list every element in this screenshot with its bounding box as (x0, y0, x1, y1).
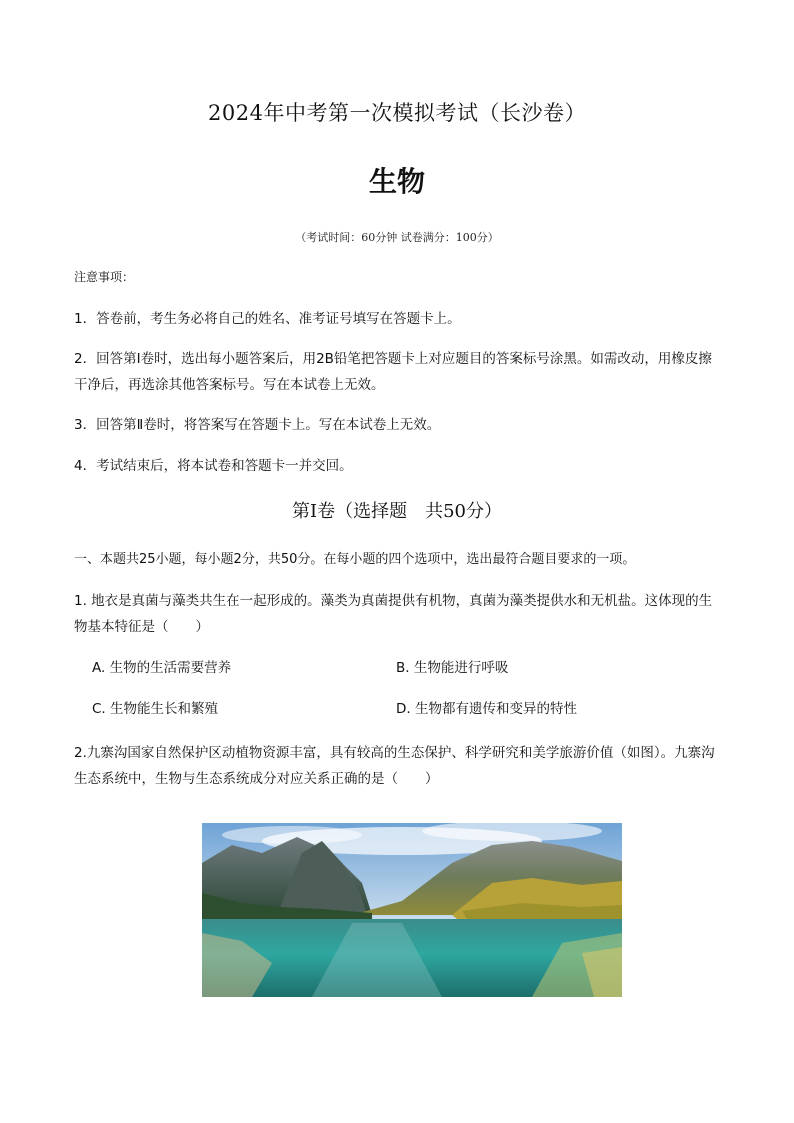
notice-heading: 注意事项： (74, 270, 135, 284)
notice-item-1: 1．答卷前，考生务必将自己的姓名、准考证号填写在答题卡上。 (74, 311, 461, 327)
exam-meta: （考试时间：60分钟 试卷满分：100分） (295, 231, 499, 244)
notice-item-3: 3．回答第Ⅱ卷时，将答案写在答题卡上。写在本试卷上无效。 (74, 417, 441, 433)
exam-subject: 生物 (368, 165, 425, 198)
jiuzhaigou-lake-photo (202, 823, 622, 997)
section-title: 第Ⅰ卷（选择题 共50分） (291, 501, 502, 522)
question-1-option-c: C. 生物能生长和繁殖 (92, 701, 219, 717)
exam-title: 2024年中考第一次模拟考试（长沙卷） (208, 101, 586, 125)
notice-item-2: 2．回答第Ⅰ卷时，选出每小题答案后，用2B铅笔把答题卡上对应题目的答案标号涂黑。如需改动，用橡皮擦干净后，再选涂其他答案标号。写在本试卷上无效。 (74, 351, 712, 393)
question-2-stem: 2.九寨沟国家自然保护区动植物资源丰富，具有较高的生态保护、科学研究和美学旅游价值（如图）。九寨沟生态系统中，生物与生态系统成分对应关系正确的是（ ） (74, 745, 715, 787)
question-1-option-a: A. 生物的生活需要营养 (92, 660, 232, 676)
question-1-option-b: B. 生物能进行呼吸 (396, 660, 509, 676)
notice-item-4: 4．考试结束后，将本试卷和答题卡一并交回。 (74, 458, 353, 474)
section-instruction: 一、本题共25小题，每小题2分，共50分。在每小题的四个选项中，选出最符合题目要求的一项。 (74, 552, 636, 567)
question-1-stem: 1. 地衣是真菌与藻类共生在一起形成的。藻类为真菌提供有机物，真菌为藻类提供水和无机盐。这体现的生物基本特征是（ ） (74, 593, 713, 635)
question-1-option-d: D. 生物都有遗传和变异的特性 (396, 701, 577, 717)
